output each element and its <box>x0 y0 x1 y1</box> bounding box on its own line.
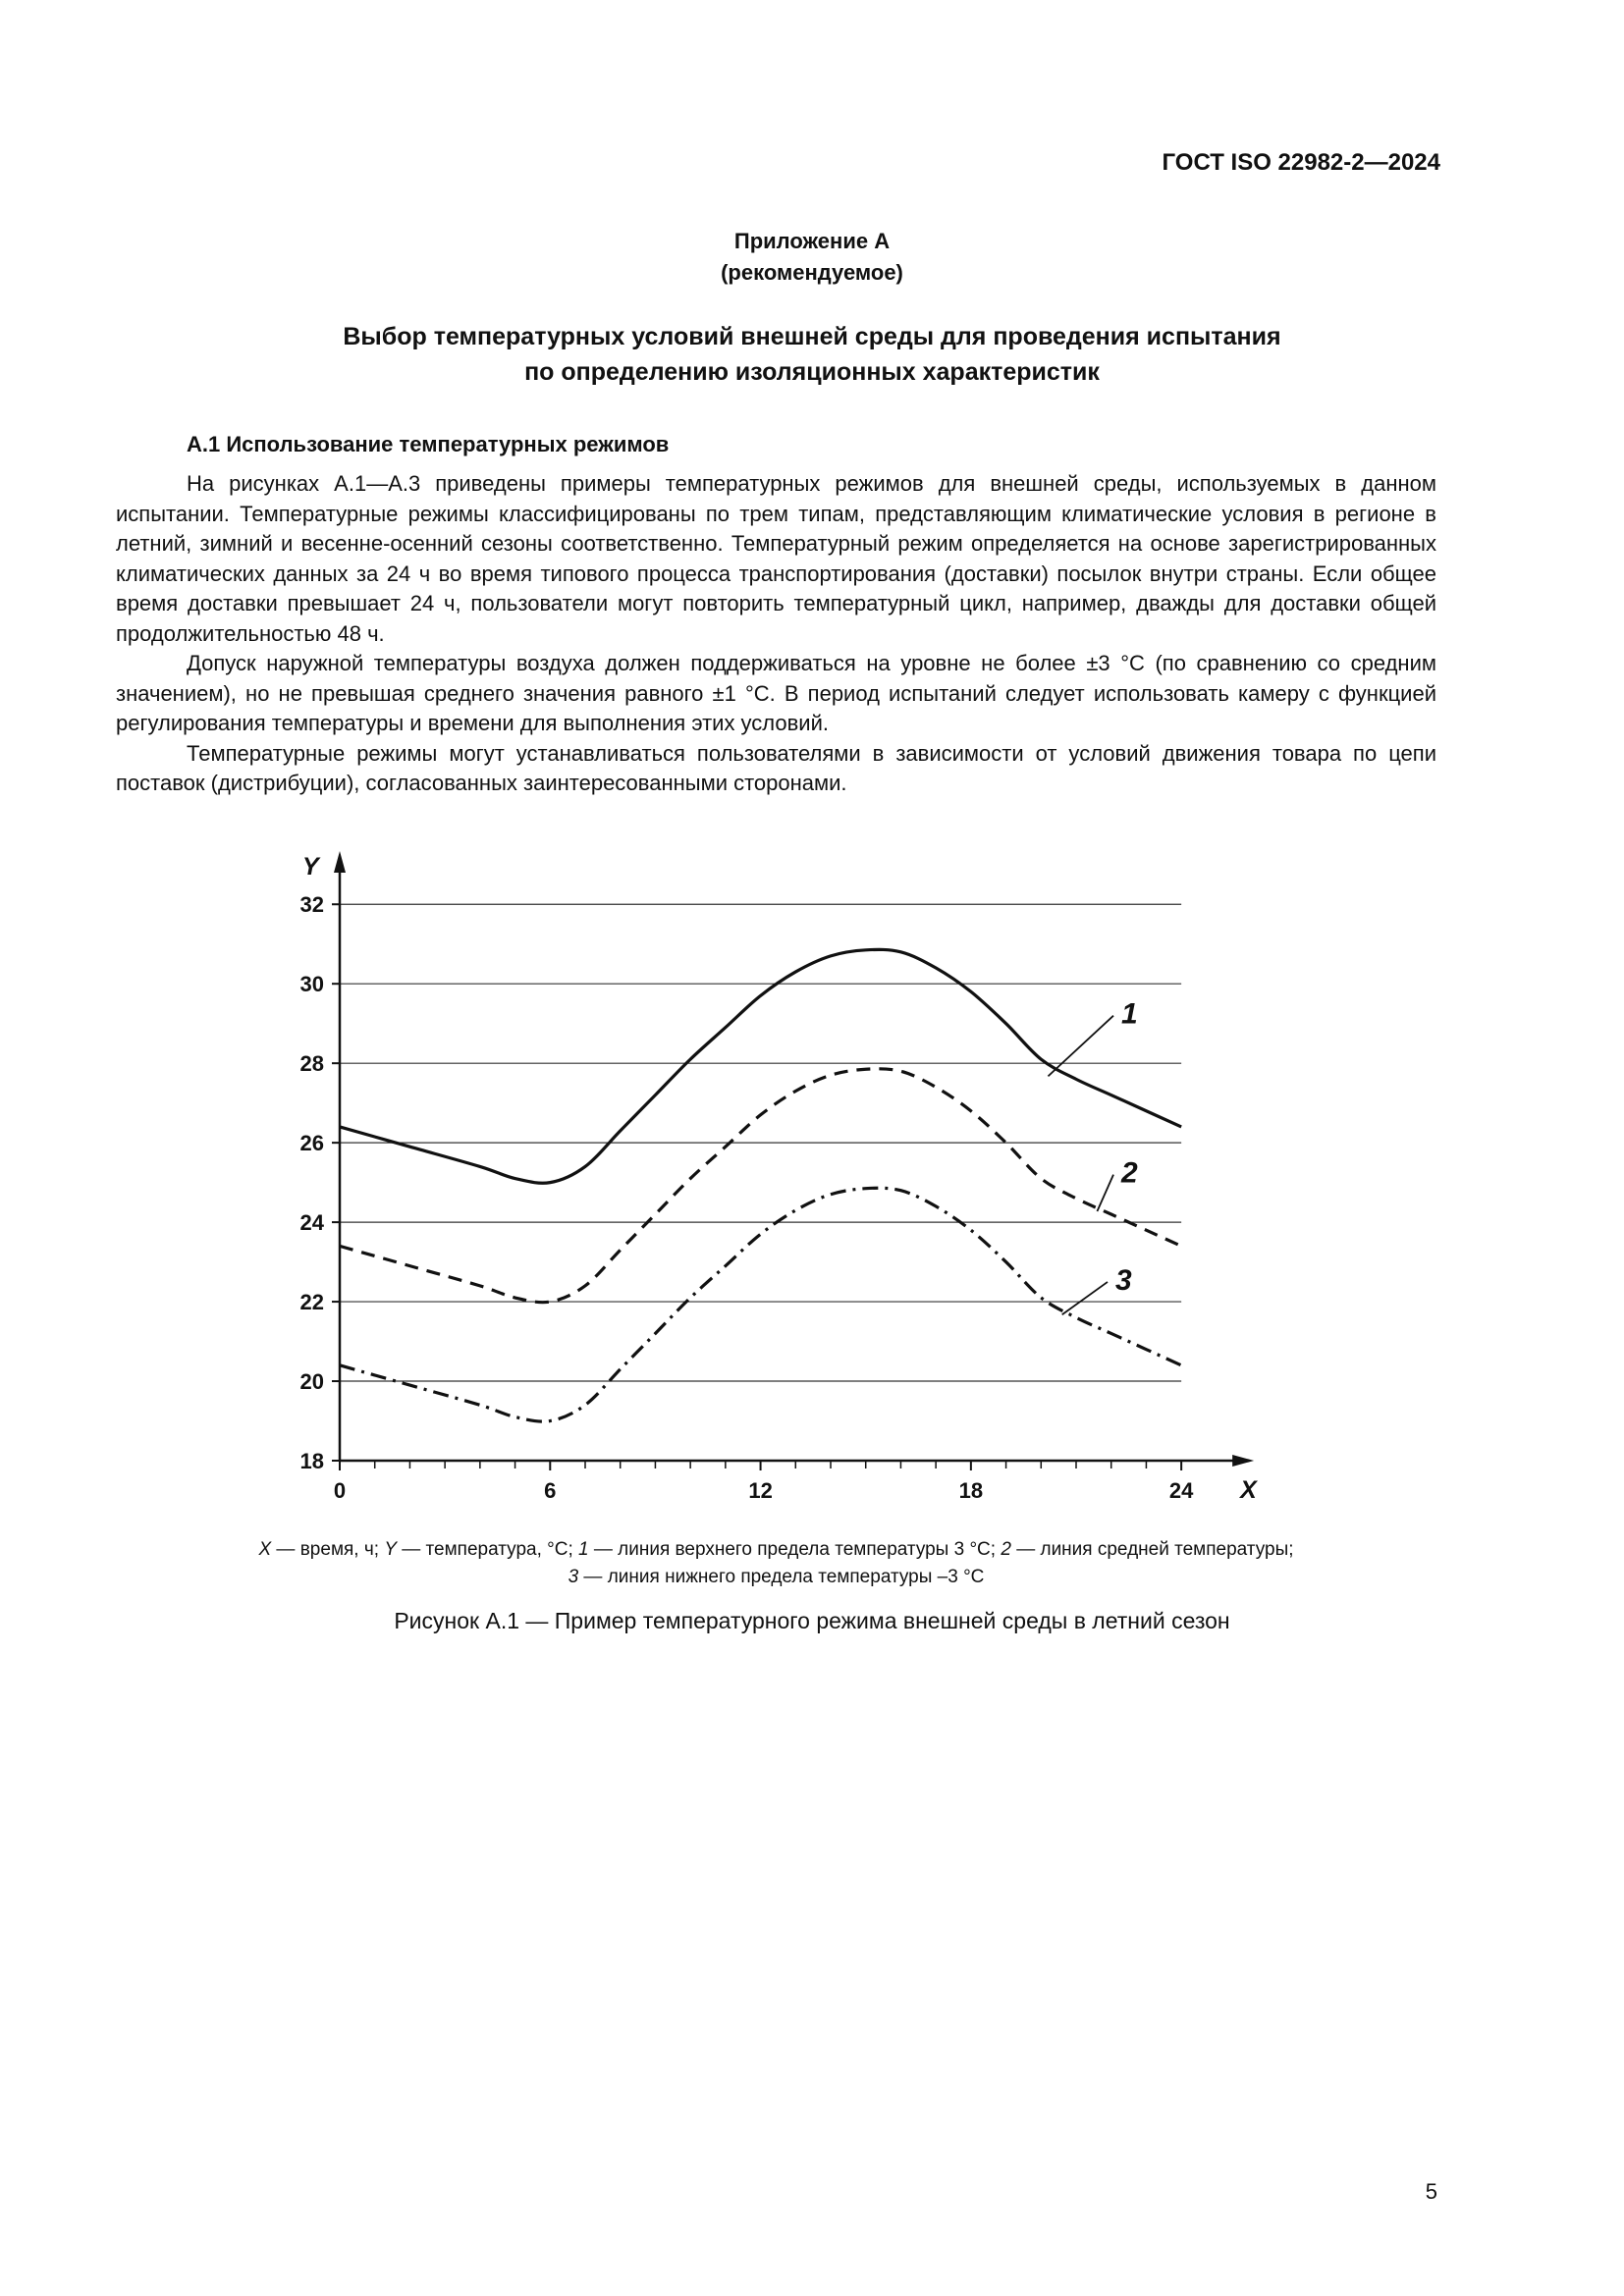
series-leader-3 <box>1062 1282 1108 1314</box>
paragraph-2: Допуск наружной температуры воздуха должен поддерживаться на уровне не более ±3 °С (по сравнению со средним значением), но не превышая среднего значения равного ±1 °С. В период испытаний следует использовать камеру с функцией регулирования температуры и времени для выполнения этих условий. <box>116 651 1436 735</box>
section-heading: А.1 Использование температурных режимов <box>187 432 670 456</box>
annex-title-line-2: по определению изоляционных характеристик <box>524 358 1100 386</box>
legend-y-symbol: Y <box>384 1539 397 1560</box>
figure-title: Рисунок А.1 — Пример температурного режима внешней среды в летний сезон <box>394 1608 1230 1633</box>
annex-title-line-1: Выбор температурных условий внешней среды для проведения испытания <box>343 323 1281 350</box>
document-code: ГОСТ ISO 22982-2—2024 <box>1162 149 1440 176</box>
series-label-2: 2 <box>1121 1156 1138 1190</box>
legend-line-2 <box>116 1564 1436 1591</box>
legend-1-number: 1 <box>578 1539 589 1560</box>
series-line-3 <box>340 1188 1181 1421</box>
annex-title <box>0 319 1624 390</box>
y-tick-label-26: 26 <box>299 1131 324 1156</box>
x-tick-label-24: 24 <box>1168 1478 1194 1503</box>
annex-heading <box>0 226 1624 289</box>
annex-label: Приложение А <box>733 229 891 253</box>
x-axis-label: X <box>1240 1476 1257 1504</box>
y-tick-label-18: 18 <box>299 1449 324 1473</box>
y-tick-label-28: 28 <box>299 1051 324 1077</box>
series-line-1 <box>340 949 1181 1183</box>
y-tick-label-20: 20 <box>299 1369 324 1395</box>
annex-status: (рекомендуемое) <box>721 260 903 285</box>
y-axis-arrow <box>334 851 346 873</box>
legend-2-desc: — линия средней температуры; <box>1010 1539 1294 1560</box>
x-tick-label-18: 18 <box>958 1478 984 1503</box>
series-line-2 <box>340 1069 1181 1303</box>
series-leader-1 <box>1048 1016 1113 1077</box>
legend-line-1 <box>116 1536 1436 1564</box>
paragraph-1: На рисунках А.1—А.3 приведены примеры температурных режимов для внешней среды, используемых в данном испытании. Температурные режимы классифицированы по трем типам, представляющим климатические условия в регионе в летний, зимний и весенне-осенний сезоны соответственно. Температурный режим определяется на основе зарегистрированных климатических данных за 24 ч во время типового процесса транспортирования (доставки) посылок внутри страны. Если общее время доставки превышает 24 ч, пользователи могут повторить температурный цикл, например, дважды для доставки общей продолжительностью 48 ч. <box>116 471 1436 646</box>
legend-1-desc: — линия верхнего предела температуры 3 °С; <box>588 1539 1001 1560</box>
series-label-1: 1 <box>1121 997 1138 1031</box>
legend-x-desc: — время, ч; <box>271 1539 385 1560</box>
legend-3-desc: — линия нижнего предела температуры –3 °С <box>578 1567 985 1587</box>
y-tick-label-22: 22 <box>299 1290 324 1315</box>
series-leader-2 <box>1097 1175 1113 1211</box>
section-body <box>116 469 1436 799</box>
series-label-3: 3 <box>1115 1263 1132 1297</box>
legend-3-number: 3 <box>568 1567 579 1587</box>
y-tick-label-32: 32 <box>299 892 324 918</box>
y-axis-label: Y <box>302 853 319 881</box>
paragraph-3: Температурные режимы могут устанавливаться пользователями в зависимости от условий движения товара по цепи поставок (дистрибуции), согласованных заинтересованными сторонами. <box>116 740 1436 795</box>
x-tick-label-6: 6 <box>544 1478 557 1503</box>
x-tick-label-12: 12 <box>748 1478 773 1503</box>
page-number: 5 <box>1425 2179 1437 2204</box>
y-tick-label-30: 30 <box>299 972 324 997</box>
y-tick-label-24: 24 <box>299 1210 324 1236</box>
legend-x-symbol: X <box>258 1539 272 1560</box>
figure-legend <box>116 1536 1436 1591</box>
x-tick-label-0: 0 <box>333 1478 347 1503</box>
legend-2-number: 2 <box>1001 1539 1011 1560</box>
temperature-chart <box>275 825 1296 1522</box>
legend-y-desc: — температура, °С; <box>397 1539 579 1560</box>
x-axis-arrow <box>1232 1455 1254 1467</box>
